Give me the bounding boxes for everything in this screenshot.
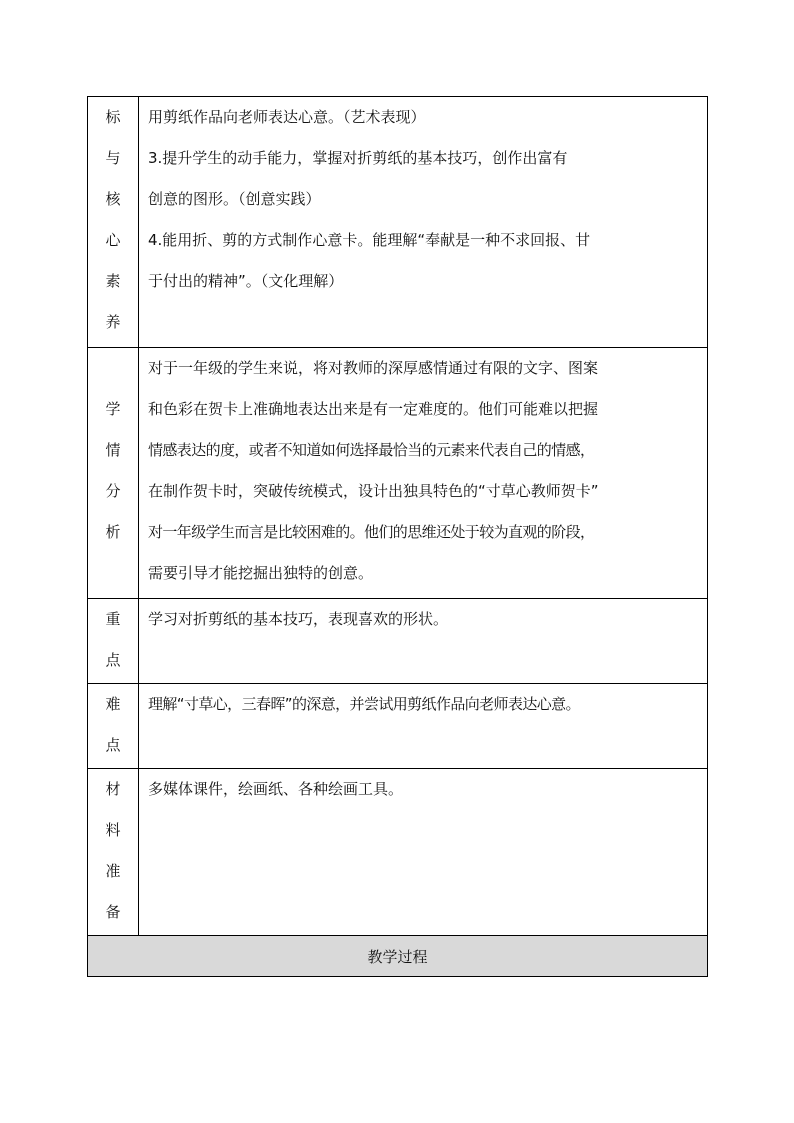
analysis-line: 对于一年级的学生来说，将对教师的深厚感情通过有限的文字、图案 (148, 359, 599, 377)
difficult-points-content (139, 684, 708, 769)
analysis-label (88, 348, 139, 599)
difficult-points-label (88, 684, 139, 769)
goals-line: 于付出的精神”。（文化理解） (148, 272, 344, 290)
label-char: 料 (105, 821, 121, 839)
process-header-row (88, 936, 708, 977)
goals-line: 用剪纸作品向老师表达心意。（艺术表现） (148, 108, 426, 126)
label-char: 学 (105, 400, 121, 418)
label-char: 难 (105, 695, 121, 713)
label-char: 核 (105, 190, 121, 208)
process-header: 教学过程 (88, 936, 708, 977)
label-char: 准 (105, 862, 121, 880)
difficult-points-row (88, 684, 708, 769)
label-char: 点 (105, 651, 121, 669)
difficult-points-text: 理解“寸草心，三春晖”的深意，并尝试用剪纸作品向老师表达心意。 (148, 695, 580, 713)
analysis-line: 需要引导才能挖掘出独特的创意。 (148, 564, 374, 582)
label-char: 分 (105, 482, 121, 500)
label-char: 备 (105, 903, 121, 921)
key-points-content (139, 599, 708, 684)
label-char: 标 (105, 108, 121, 126)
key-points-text: 学习对折剪纸的基本技巧，表现喜欢的形状。 (148, 610, 449, 628)
materials-label (88, 769, 139, 936)
analysis-line: 在制作贺卡时，突破传统模式，设计出独具特色的“寸草心教师贺卡” (148, 482, 599, 500)
label-char: 素 (105, 272, 121, 290)
key-points-row (88, 599, 708, 684)
lesson-plan-table (87, 96, 708, 977)
goals-content (139, 97, 708, 348)
analysis-content (139, 348, 708, 599)
goals-line: 3.提升学生的动手能力，掌握对折剪纸的基本技巧，创作出富有 (148, 149, 568, 167)
label-char: 材 (105, 780, 121, 798)
label-char (88, 348, 138, 389)
label-char: 重 (105, 610, 121, 628)
label-char: 养 (105, 313, 121, 331)
goals-label (88, 97, 139, 348)
goals-line: 创意的图形。（创意实践） (148, 190, 321, 208)
label-char: 与 (105, 149, 121, 167)
key-points-label (88, 599, 139, 684)
materials-row (88, 769, 708, 936)
goals-row (88, 97, 708, 348)
label-char: 点 (105, 736, 121, 754)
materials-content (139, 769, 708, 936)
goals-line: 4.能用折、剪的方式制作心意卡。能理解“奉献是一种不求回报、甘 (148, 231, 591, 249)
materials-text: 多媒体课件，绘画纸、各种绘画工具。 (148, 780, 404, 798)
analysis-line: 和色彩在贺卡上准确地表达出来是有一定难度的。他们可能难以把握 (148, 400, 599, 418)
analysis-line: 情感表达的度，或者不知道如何选择最恰当的元素来代表自己的情感， (148, 441, 595, 459)
analysis-row (88, 348, 708, 599)
label-char: 析 (105, 523, 121, 541)
analysis-line: 对一年级学生而言是比较困难的。他们的思维还处于较为直观的阶段， (148, 523, 595, 541)
label-char: 心 (105, 231, 121, 249)
label-char: 情 (105, 441, 121, 459)
